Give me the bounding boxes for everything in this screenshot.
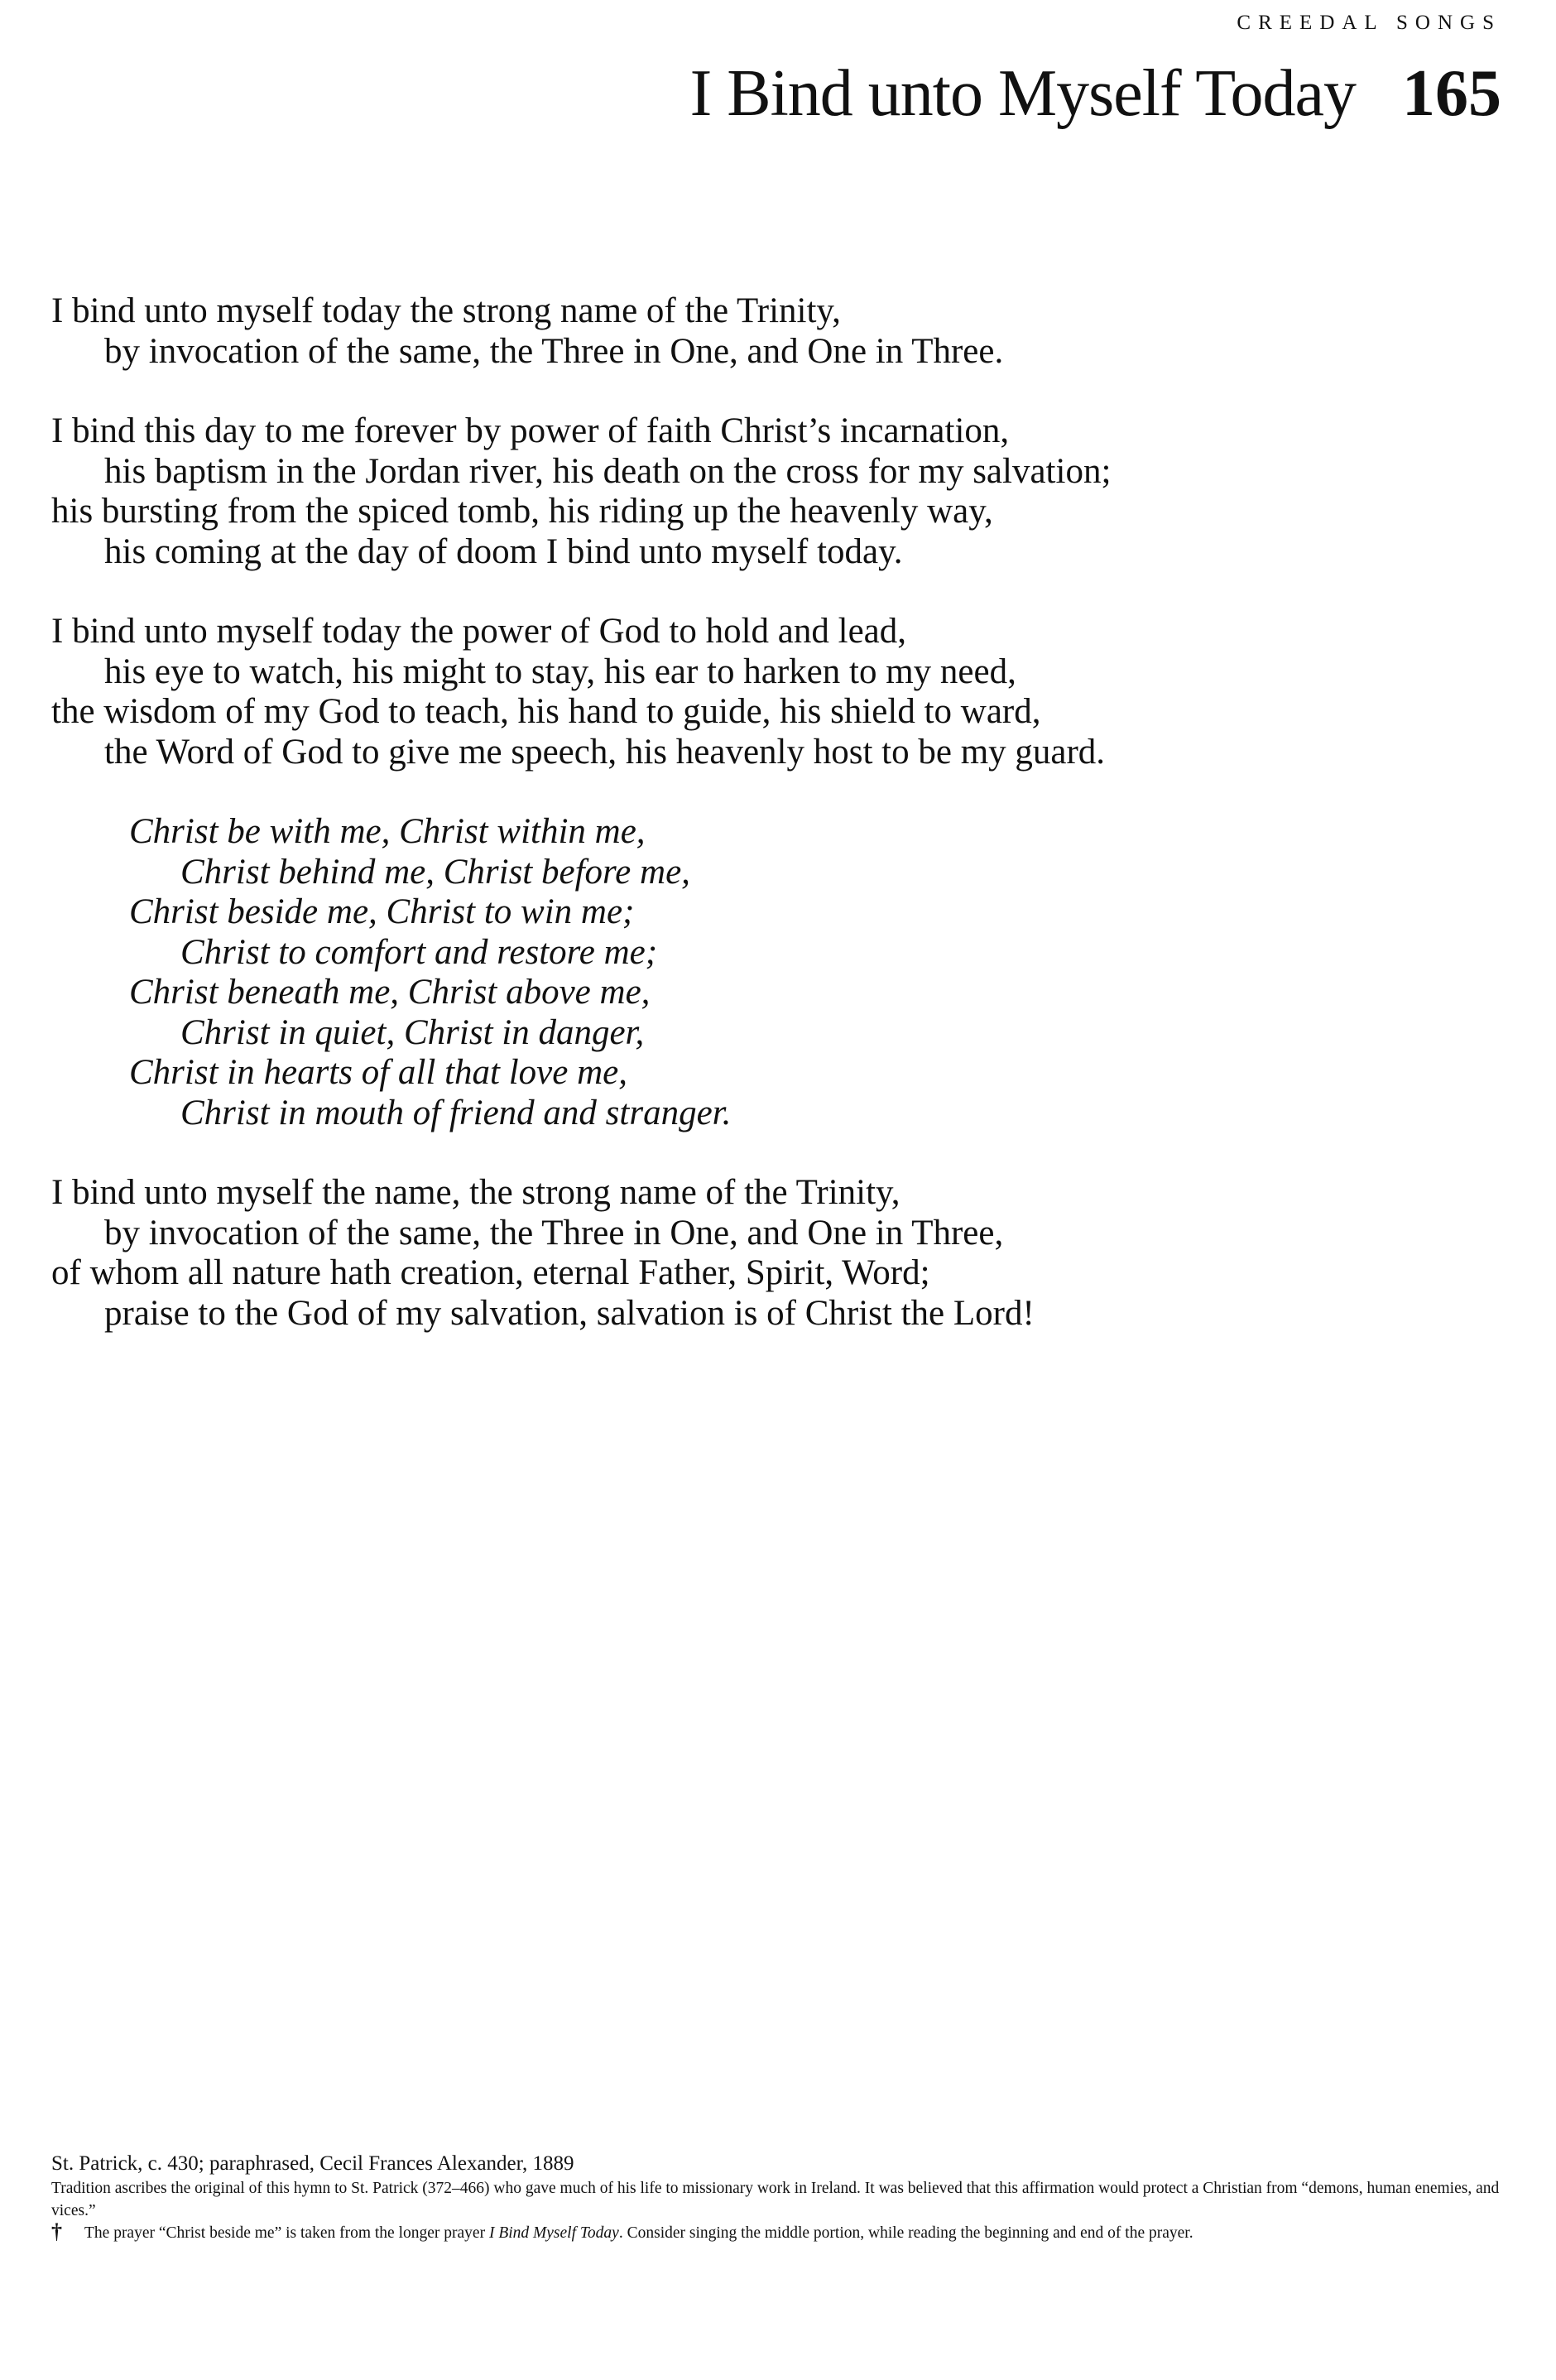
stanza-line: I bind unto myself today the strong name of the Trinity, xyxy=(51,291,841,330)
stanza-line: I bind unto myself the name, the strong name of the Trinity, xyxy=(51,1173,900,1212)
refrain-line: Christ beside me, Christ to win me; xyxy=(129,892,635,931)
refrain-christ-be-with-me xyxy=(129,812,1508,1133)
stanza-line: his eye to watch, his might to stay, his ear to harken to my need, xyxy=(104,651,1016,691)
stanza-line: his coming at the day of doom I bind unto myself today. xyxy=(104,531,903,571)
refrain-line: Christ beneath me, Christ above me, xyxy=(129,973,651,1012)
stanza-5 xyxy=(51,1173,1508,1334)
title-row xyxy=(690,56,1501,132)
credits xyxy=(51,2151,1508,2244)
stanza-1 xyxy=(51,291,1508,372)
dagger-icon: † xyxy=(51,2219,62,2243)
refrain-line: Christ behind me, Christ before me, xyxy=(180,852,690,892)
refrain-line: Christ in quiet, Christ in danger, xyxy=(180,1012,645,1052)
stanza-line: his baptism in the Jordan river, his death on the cross for my salvation; xyxy=(104,451,1112,491)
footnote xyxy=(51,2219,1508,2244)
refrain-line: Christ be with me, Christ within me, xyxy=(129,812,646,851)
stanza-2 xyxy=(51,411,1508,572)
tradition-note: Tradition ascribes the original of this hymn to St. Patrick (372–466) who gave much of his life to missionary work in Ireland. It was believed that this affirmation would protect a Christian from “demons, human enemies, and vices.” xyxy=(51,2180,1500,2219)
author-credit: St. Patrick, c. 430; paraphrased, Cecil Frances Alexander, 1889 xyxy=(51,2152,574,2175)
stanza-line: of whom all nature hath creation, eternal Father, Spirit, Word; xyxy=(51,1253,930,1292)
refrain-line: Christ to comfort and restore me; xyxy=(180,932,658,972)
footnote-text-after: . Consider singing the middle portion, while reading the beginning and end of the prayer. xyxy=(618,2224,1193,2242)
stanza-line: praise to the God of my salvation, salvation is of Christ the Lord! xyxy=(104,1293,1035,1333)
refrain-line: Christ in mouth of friend and stranger. xyxy=(180,1093,732,1132)
refrain-line: Christ in hearts of all that love me, xyxy=(129,1053,627,1092)
stanza-line: by invocation of the same, the Three in One, and One in Three, xyxy=(104,1213,1004,1253)
stanza-line: the Word of God to give me speech, his heavenly host to be my guard. xyxy=(104,732,1106,772)
stanza-line: by invocation of the same, the Three in One, and One in Three. xyxy=(104,331,1004,371)
running-head-section: CREEDAL SONGS xyxy=(1237,12,1501,34)
stanza-3 xyxy=(51,612,1508,772)
stanza-line: the wisdom of my God to teach, his hand to guide, his shield to ward, xyxy=(51,692,1041,731)
hymn-number: 165 xyxy=(1402,57,1501,130)
stanza-line: I bind this day to me forever by power of faith Christ’s incarnation, xyxy=(51,411,1010,450)
hymn-title: I Bind unto Myself Today xyxy=(689,57,1356,130)
hymn-text xyxy=(51,291,1508,1373)
stanza-line: I bind unto myself today the power of God to hold and lead, xyxy=(51,612,906,651)
footnote-prayer-title: I Bind Myself Today xyxy=(488,2224,619,2242)
footnote-text-before: The prayer “Christ beside me” is taken from the longer prayer xyxy=(84,2224,489,2242)
stanza-line: his bursting from the spiced tomb, his riding up the heavenly way, xyxy=(51,492,993,531)
